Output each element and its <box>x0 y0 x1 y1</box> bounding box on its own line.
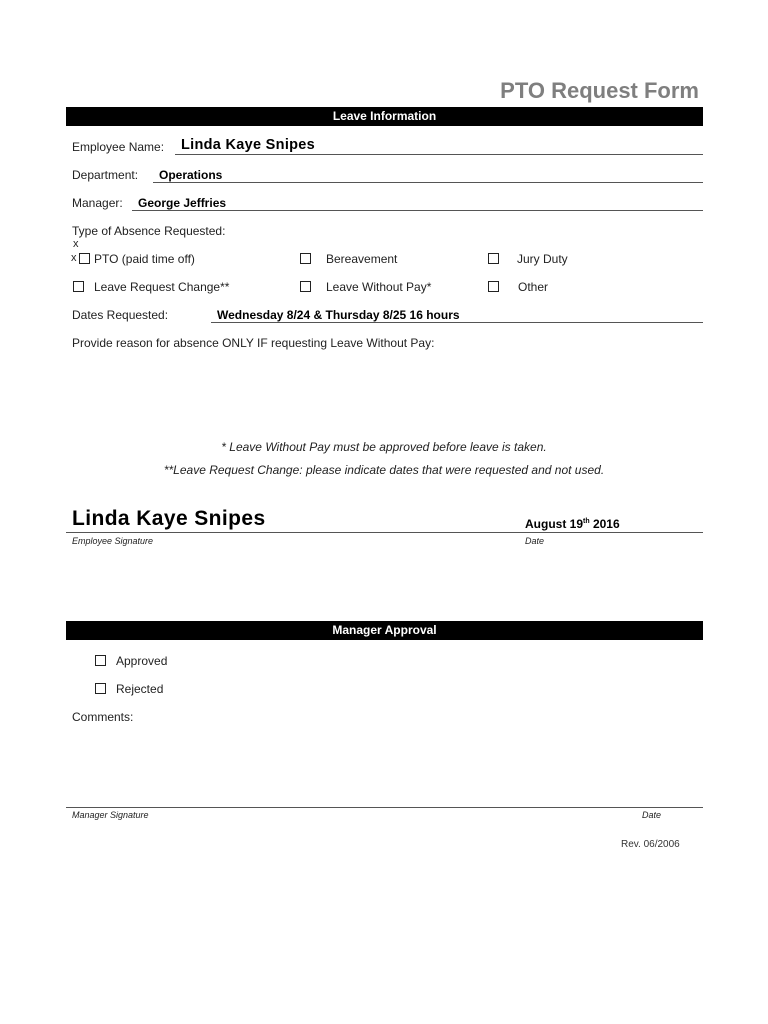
employee-date-caption: Date <box>525 536 545 546</box>
date-ordinal: th <box>583 518 590 525</box>
manager-signature-line <box>66 807 703 808</box>
other-option-label: Other <box>518 280 549 294</box>
employee-signature[interactable]: Linda Kaye Snipes <box>72 507 266 530</box>
employee-name-underline <box>175 154 703 155</box>
date-year: 2016 <box>589 517 620 531</box>
rejected-label: Rejected <box>116 682 164 696</box>
bereavement-option-label: Bereavement <box>326 252 398 266</box>
pto-option-label: PTO (paid time off) <box>94 252 195 266</box>
manager-approval-header: Manager Approval <box>66 621 703 640</box>
manager-field[interactable]: George Jeffries <box>138 196 227 210</box>
lwop-note: * Leave Without Pay must be approved before leave is taken. <box>221 440 547 454</box>
employee-name-label: Employee Name: <box>72 140 165 154</box>
employee-signature-line <box>66 532 703 533</box>
department-underline <box>153 182 703 183</box>
manager-date-caption: Date <box>642 810 662 820</box>
leave-without-pay-checkbox[interactable] <box>300 281 311 292</box>
department-field[interactable]: Operations <box>159 168 223 182</box>
leave-without-pay-option-label: Leave Without Pay* <box>326 280 432 294</box>
approved-label: Approved <box>116 654 168 668</box>
reason-field[interactable] <box>72 354 703 424</box>
employee-signature-date[interactable] <box>525 517 620 531</box>
leave-request-change-checkbox[interactable] <box>73 281 84 292</box>
dates-requested-underline <box>211 322 703 323</box>
leave-change-note: **Leave Request Change: please indicate dates that were requested and not used. <box>163 463 605 477</box>
leave-request-change-option-label: Leave Request Change** <box>94 280 230 294</box>
leave-information-header: Leave Information <box>66 107 703 126</box>
approved-checkbox[interactable] <box>95 655 106 666</box>
department-label: Department: <box>72 168 139 182</box>
revision-text: Rev. 06/2006 <box>621 839 680 850</box>
jury-duty-checkbox[interactable] <box>488 253 499 264</box>
comments-field[interactable] <box>72 728 703 802</box>
absence-type-label: Type of Absence Requested: <box>72 224 226 238</box>
dates-requested-label: Dates Requested: <box>72 308 169 322</box>
comments-label: Comments: <box>72 710 134 724</box>
reason-label: Provide reason for absence ONLY IF requesting Leave Without Pay: <box>72 336 435 350</box>
manager-underline <box>132 210 703 211</box>
form-title: PTO Request Form <box>500 78 699 103</box>
manager-signature-caption: Manager Signature <box>72 810 149 820</box>
jury-duty-option-label: Jury Duty <box>517 252 568 266</box>
rejected-checkbox[interactable] <box>95 683 106 694</box>
manager-label: Manager: <box>72 196 123 210</box>
handwritten-mark-left: x <box>71 252 77 264</box>
date-day: August 19 <box>525 517 584 531</box>
bereavement-checkbox[interactable] <box>300 253 311 264</box>
other-checkbox[interactable] <box>488 281 499 292</box>
employee-name-field[interactable]: Linda Kaye Snipes <box>181 137 316 153</box>
pto-checkbox[interactable] <box>79 253 90 264</box>
handwritten-mark-top: x <box>73 238 79 250</box>
employee-signature-caption: Employee Signature <box>72 536 154 546</box>
dates-requested-field[interactable]: Wednesday 8/24 & Thursday 8/25 16 hours <box>217 308 460 322</box>
